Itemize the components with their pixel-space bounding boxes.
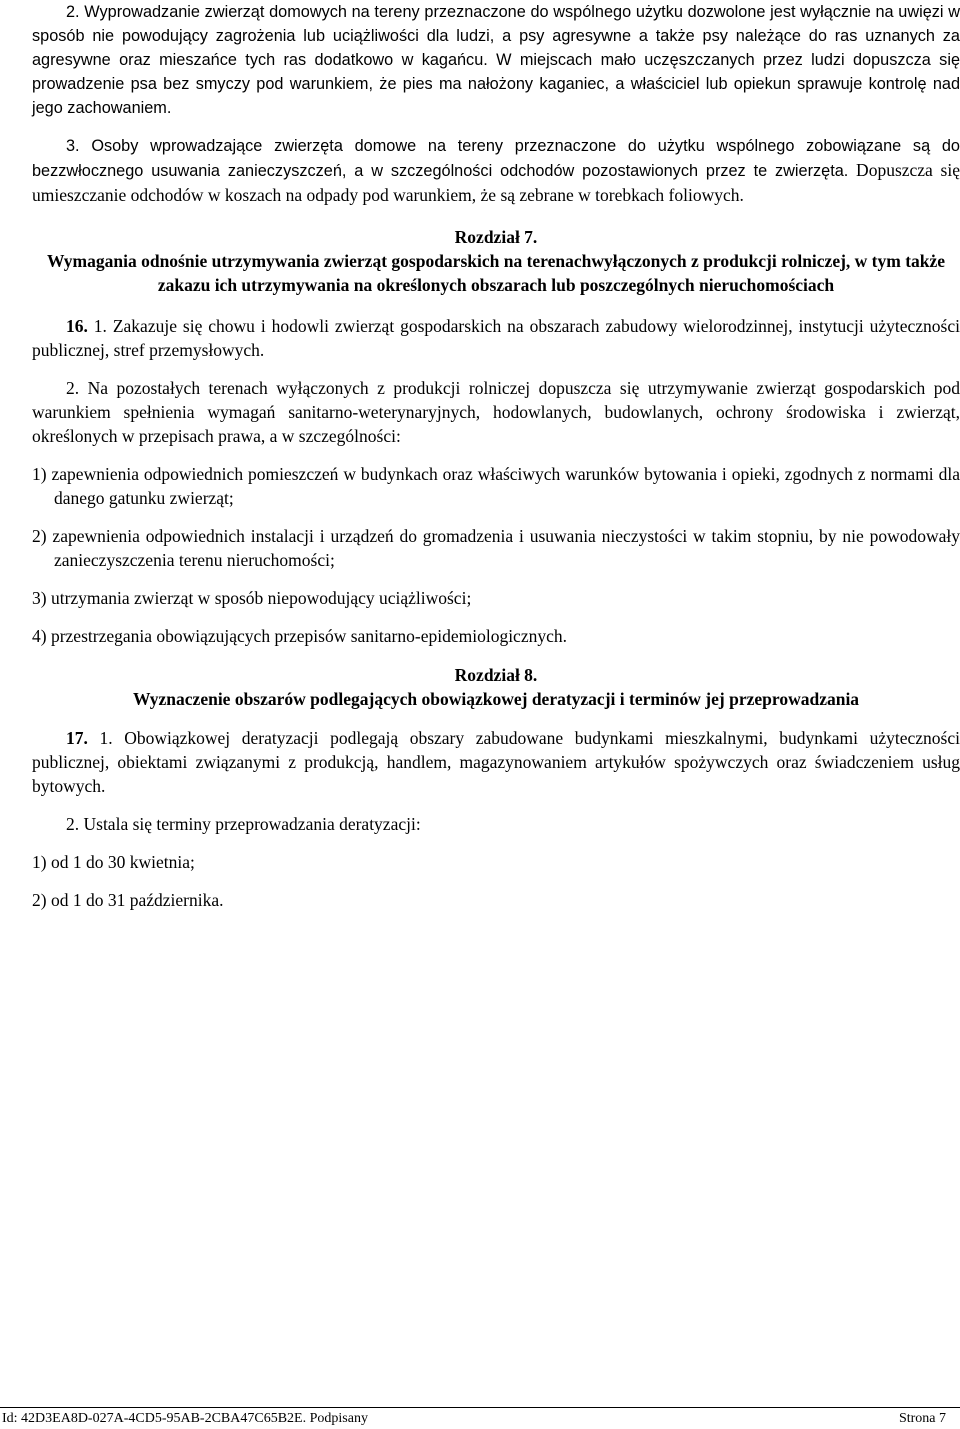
section-16-label: 16. (66, 316, 88, 336)
chapter-7-number: Rozdział 7. (454, 227, 538, 247)
list-item: 3) utrzymania zwierząt w sposób niepowodujący uciążliwości; (32, 588, 472, 608)
document-id: Id: 42D3EA8D-027A-4CD5-95AB-2CBA47C65B2E. Podpisany (2, 1411, 368, 1426)
section-16-paragraph-1 (32, 314, 960, 362)
section-16-text-1: 1. Zakazuje się chowu i hodowli zwierząt gospodarskich na obszarach zabudowy wielorodzinnej, instytucji użyteczności publicznej, stref przemysłowych. (32, 316, 960, 360)
list-item: 2) zapewnienia odpowiednich instalacji i urządzeń do gromadzenia i usuwania nieczystości w takim stopniu, by nie powodowały zanieczyszczenia terenu nieruchomości; (32, 526, 960, 570)
paragraph-3-part-1: 3. Osoby wprowadzające zwierzęta domowe na tereny przeznaczone do użytku wspólnego zobowiązane są do bezzwłocznego usuwania zanieczyszczeń, a w szczególności odchodów pozostawionych przez te zwierzęta. (32, 137, 960, 180)
paragraph-2: 2. Wyprowadzanie zwierząt domowych na tereny przeznaczone do wspólnego użytku dozwolone jest wyłącznie na uwięzi w sposób nie powodujący zagrożenia lub uciążliwości dla ludzi, a psy agresywne a także psy należące do ras uznanych za agresywne oraz mieszańce tych ras dodatkowo w kagańcu. W miejscach mało uczęszczanych przez ludzi dopuszcza się prowadzenie psa bez smyczy pod warunkiem, że pies ma nałożony kaganiec, a właściciel lub opiekun sprawuje kontrolę nad jego zachowaniem. (32, 3, 960, 117)
document-content (32, 0, 960, 912)
list-item: 2) od 1 do 31 października. (32, 890, 224, 910)
section-17-text-1: 1. Obowiązkowej deratyzacji podlegają obszary zabudowane budynkami mieszkalnymi, budynkami użyteczności publicznej, obiektami związanymi z produkcją, handlem, magazynowaniem artykułów spożywczych oraz świadczeniem usług bytowych. (32, 728, 960, 796)
chapter-8-number: Rozdział 8. (454, 665, 538, 685)
page-number: Strona 7 (898, 1411, 946, 1426)
section-17-label: 17. (66, 728, 88, 748)
chapter-7-title: Wymagania odnośnie utrzymywania zwierząt gospodarskich na terenachwyłączonych z produkcji rolniczej, w tym także zakazu ich utrzymywania na określonych obszarach lub poszczególnych nieruchomościach (46, 251, 946, 295)
chapter-8-title: Wyznaczenie obszarów podlegających obowiązkowej deratyzacji i terminów jej przeprowadzania (132, 689, 860, 709)
page-footer (0, 1407, 960, 1429)
paragraph-3-part-2: Dopuszcza się umieszczanie odchodów w koszach na odpady pod warunkiem, że są zebrane w torebkach foliowych. (32, 160, 960, 205)
list-item: 4) przestrzegania obowiązujących przepisów sanitarno-epidemiologicznych. (32, 626, 567, 646)
section-17-paragraph-2: 2. Ustala się terminy przeprowadzania deratyzacji: (66, 814, 421, 834)
section-16-paragraph-2: 2. Na pozostałych terenach wyłączonych z produkcji rolniczej dopuszcza się utrzymywanie zwierząt gospodarskich pod warunkiem spełnienia wymagań sanitarno-weterynaryjnych, hodowlanych, budowlanych, ochrony środowiska i zwierząt, określonych w przepisach prawa, a w szczególności: (32, 378, 960, 446)
list-item: 1) od 1 do 30 kwietnia; (32, 852, 195, 872)
section-17-paragraph-1 (32, 726, 960, 798)
paragraph-3 (32, 134, 960, 208)
list-item: 1) zapewnienia odpowiednich pomieszczeń w budynkach oraz właściwych warunków bytowania i opieki, zgodnych z normami dla danego gatunku zwierząt; (32, 464, 960, 508)
